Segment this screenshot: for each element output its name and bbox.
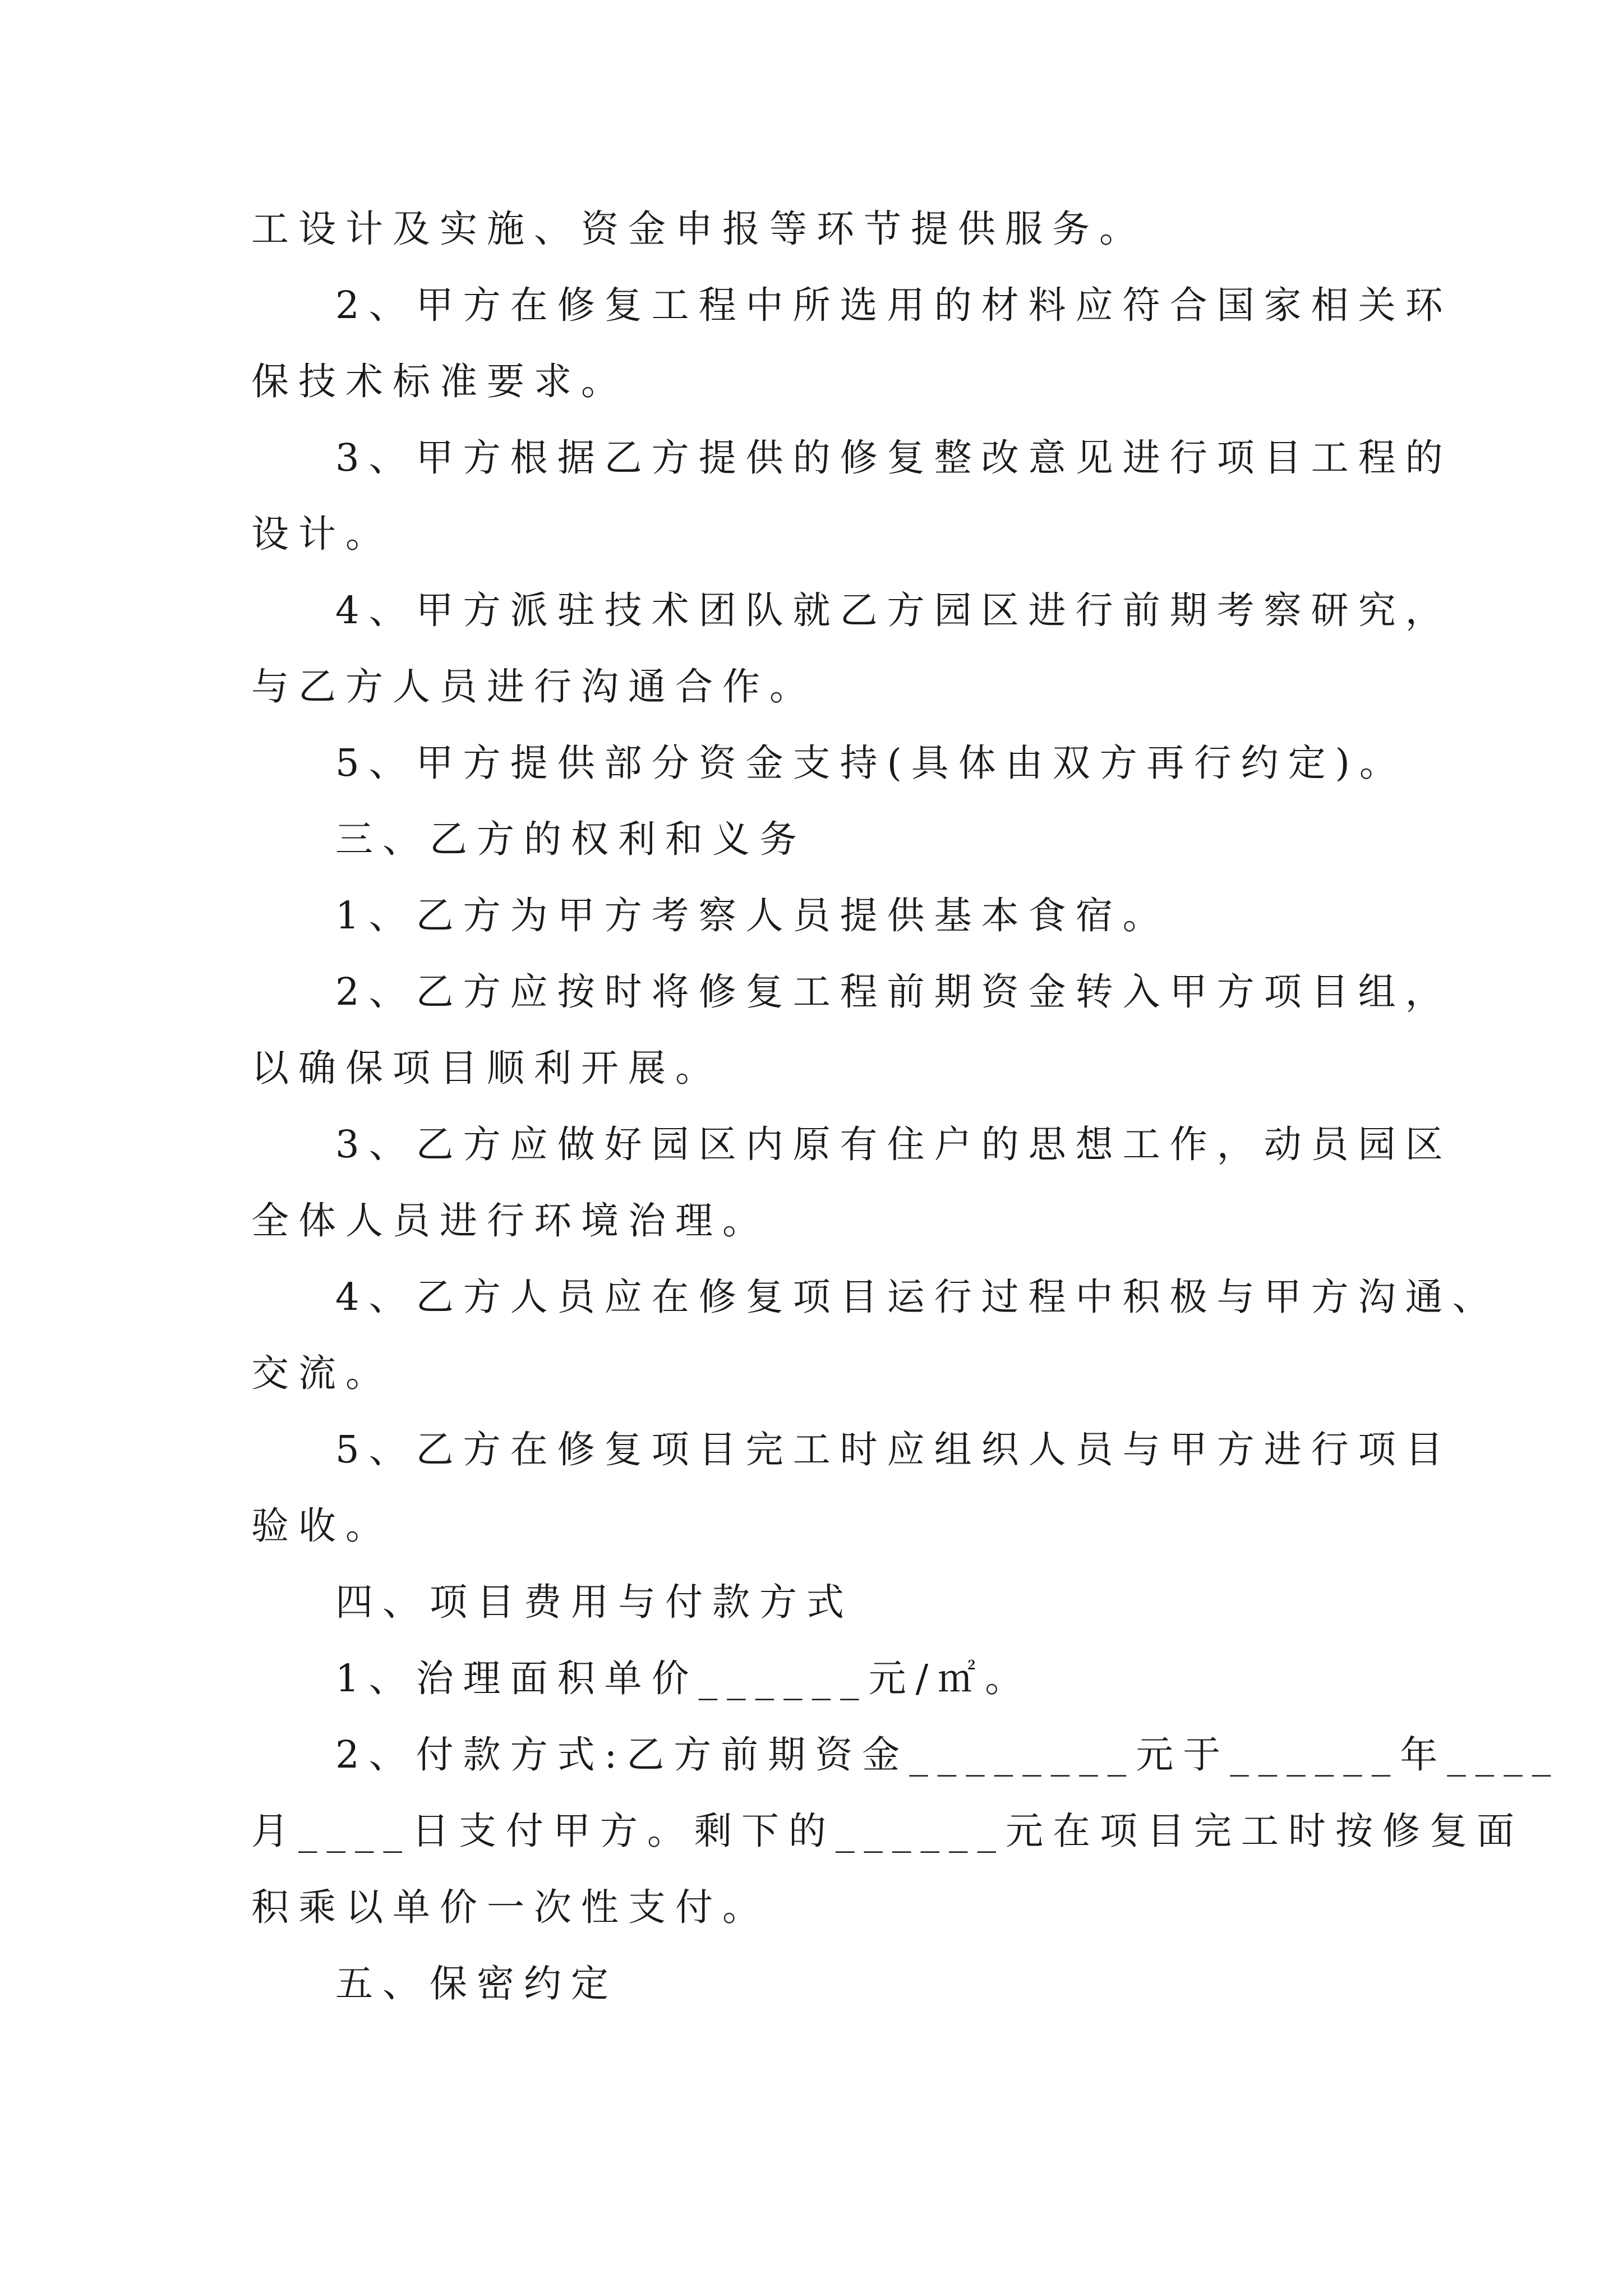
text-line: 以确保项目顺利开展。 [251, 1046, 722, 1090]
text-line: 验收。 [251, 1504, 393, 1548]
text-line: 3、乙方应做好园区内原有住户的思想工作，动员园区 [335, 1122, 1453, 1166]
section-heading: 四、项目费用与付款方式 [335, 1580, 854, 1624]
text-line: 月____日支付甲方。剩下的______元在项目完工时按修复面 [251, 1809, 1524, 1853]
section-heading: 五、保密约定 [335, 1962, 618, 2005]
text-line: 积乘以单价一次性支付。 [251, 1885, 769, 1929]
text-line: 5、甲方提供部分资金支持(具体由双方再行约定)。 [335, 741, 1407, 785]
document-body [251, 191, 1561, 2022]
text-line: 交流。 [251, 1351, 393, 1395]
text-line: 保技术标准要求。 [251, 360, 628, 403]
text-line: 2、甲方在修复工程中所选用的材料应符合国家相关环 [335, 283, 1453, 327]
text-line: 与乙方人员进行沟通合作。 [251, 665, 817, 708]
text-line: 2、乙方应按时将修复工程前期资金转入甲方项目组， [335, 970, 1453, 1014]
text-line: 1、乙方为甲方考察人员提供基本食宿。 [335, 894, 1170, 937]
text-line: 全体人员进行环境治理。 [251, 1199, 769, 1243]
text-line: 4、乙方人员应在修复项目运行过程中积极与甲方沟通、 [335, 1275, 1500, 1319]
text-line: 1、治理面积单价______元/㎡。 [335, 1657, 1032, 1700]
text-line: 4、甲方派驻技术团队就乙方园区进行前期考察研究， [335, 588, 1453, 632]
text-line: 5、乙方在修复项目完工时应组织人员与甲方进行项目 [335, 1428, 1453, 1471]
section-heading: 三、乙方的权利和义务 [335, 817, 806, 861]
text-line: 2、付款方式:乙方前期资金________元于______年____ [335, 1733, 1561, 1777]
text-line: 3、甲方根据乙方提供的修复整改意见进行项目工程的 [335, 436, 1453, 480]
text-line: 工设计及实施、资金申报等环节提供服务。 [251, 207, 1146, 251]
text-line: 设计。 [251, 512, 393, 556]
